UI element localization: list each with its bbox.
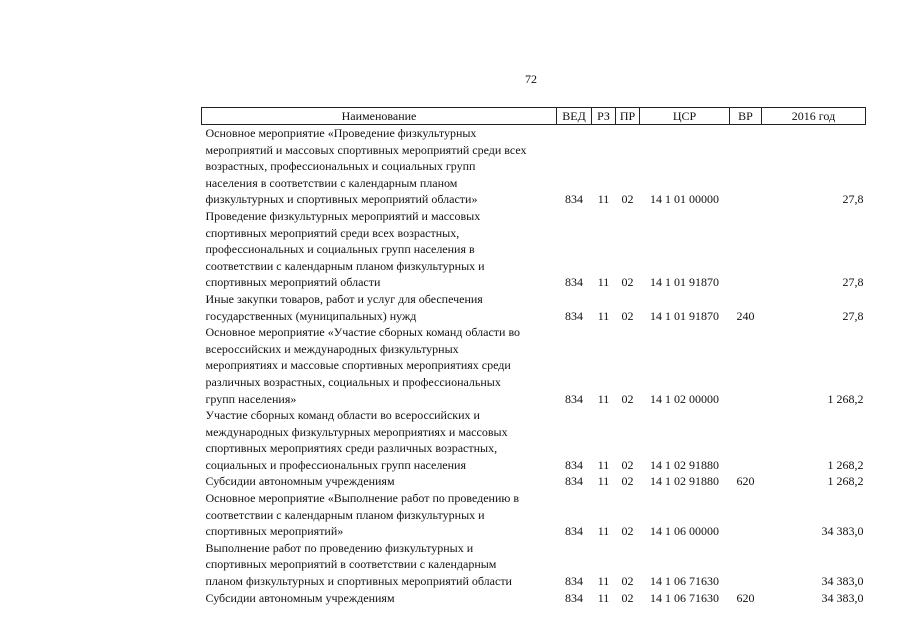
row-vr: 240 [736, 308, 755, 323]
row-name-line: Участие сборных команд области во всероссийских и [205, 408, 480, 423]
row-ved: 834 [565, 574, 583, 589]
row-name [202, 540, 557, 590]
row-pr: 02 [621, 574, 634, 589]
table-row [202, 540, 866, 590]
table-row [202, 407, 866, 473]
row-name-line: спортивных мероприятиях среди различных возрастных, [205, 441, 498, 456]
row-ved: 834 [565, 192, 583, 207]
row-ved: 834 [565, 391, 583, 406]
row-csr: 14 1 06 71630 [650, 590, 719, 605]
row-pr: 02 [621, 457, 634, 472]
row-csr: 14 1 06 71630 [650, 574, 719, 589]
row-name-line: Основное мероприятие «Выполнение работ по проведению в [205, 491, 520, 506]
table-header [202, 108, 866, 125]
row-amount: 1 268,2 [827, 457, 864, 472]
row-rz: 11 [597, 275, 610, 290]
row-rz: 11 [597, 391, 610, 406]
table-row [202, 324, 866, 407]
header-rz: РЗ [592, 108, 616, 125]
row-name [202, 590, 557, 607]
row-rz: 11 [597, 474, 610, 489]
row-csr: 14 1 02 91880 [650, 474, 719, 489]
row-name-line: международных физкультурных мероприятиях и массовых [205, 424, 508, 439]
row-pr: 02 [621, 391, 634, 406]
row-name-line: групп населения» [205, 391, 297, 406]
row-name-line: соответствии с календарным планом физкультурных и [205, 507, 485, 522]
row-name-line: спортивных мероприятий» [205, 524, 344, 539]
row-name-line: профессиональных и социальных групп населения в [205, 242, 475, 257]
row-vr: 620 [736, 590, 755, 605]
row-name-line: Основное мероприятие «Проведение физкультурных [205, 126, 477, 140]
row-name [202, 125, 557, 208]
row-pr: 02 [621, 275, 634, 290]
row-csr: 14 1 06 00000 [650, 524, 719, 539]
header-ved: ВЕД [557, 108, 592, 125]
row-vr [730, 324, 762, 407]
row-csr: 14 1 01 00000 [650, 192, 719, 207]
row-name-line: возрастных, профессиональных и социальных групп [205, 159, 476, 174]
row-rz: 11 [597, 574, 610, 589]
table-row [202, 590, 866, 607]
row-pr: 02 [621, 474, 634, 489]
row-csr: 14 1 01 91870 [650, 275, 719, 290]
row-name-line: соответствии с календарным планом физкультурных и [205, 258, 485, 273]
row-ved: 834 [565, 275, 583, 290]
row-name [202, 490, 557, 540]
row-name-line: Проведение физкультурных мероприятий и массовых [205, 208, 481, 223]
row-name-line: физкультурных и спортивных мероприятий области» [205, 192, 478, 207]
table-row [202, 473, 866, 490]
row-vr [730, 407, 762, 473]
row-csr: 14 1 02 91880 [650, 457, 719, 472]
row-vr [730, 208, 762, 291]
row-name-line: государственных (муниципальных) нужд [205, 308, 417, 323]
row-name-line: спортивных мероприятий среди всех возрастных, [205, 225, 460, 240]
header-name: Наименование [202, 108, 557, 125]
row-vr [730, 540, 762, 590]
row-name-line: Выполнение работ по проведению физкультурных и [205, 540, 474, 555]
row-name-line: всероссийских и международных физкультурных [205, 341, 459, 356]
row-ved: 834 [565, 524, 583, 539]
header-year: 2016 год [762, 108, 866, 125]
row-rz: 11 [597, 590, 610, 605]
row-name-line: мероприятиях и массовые спортивных мероприятиях среди [205, 358, 511, 373]
row-vr [730, 490, 762, 540]
row-name [202, 291, 557, 324]
row-pr: 02 [621, 590, 634, 605]
row-amount: 34 383,0 [821, 524, 864, 539]
row-name-line: спортивных мероприятий в соответствии с календарным [205, 557, 497, 572]
row-csr: 14 1 02 00000 [650, 391, 719, 406]
row-csr: 14 1 01 91870 [650, 308, 719, 323]
row-amount: 34 383,0 [821, 590, 864, 605]
row-vr: 620 [736, 474, 755, 489]
row-amount: 1 268,2 [827, 391, 864, 406]
header-vr: ВР [730, 108, 762, 125]
row-ved: 834 [565, 308, 583, 323]
row-vr [730, 125, 762, 208]
row-name [202, 324, 557, 407]
row-name-line: Иные закупки товаров, работ и услуг для обеспечения [205, 291, 483, 306]
row-name-line: социальных и профессиональных групп населения [205, 457, 466, 472]
row-name [202, 407, 557, 473]
row-amount: 27,8 [842, 275, 864, 290]
row-pr: 02 [621, 192, 634, 207]
page-number: 72 [525, 72, 537, 86]
row-name-line: мероприятий и массовых спортивных мероприятий среди всех [205, 142, 527, 157]
budget-table [201, 107, 866, 606]
row-rz: 11 [597, 192, 610, 207]
row-amount: 27,8 [842, 308, 864, 323]
row-amount: 27,8 [842, 192, 864, 207]
row-name-line: населения в соответствии с календарным планом [205, 175, 458, 190]
row-pr: 02 [621, 308, 634, 323]
header-pr: ПР [616, 108, 640, 125]
row-pr: 02 [621, 524, 634, 539]
row-name-line: спортивных мероприятий области [205, 275, 381, 290]
row-name-line: различных возрастных, социальных и профессиональных [205, 374, 501, 389]
row-ved: 834 [565, 590, 583, 605]
table-row [202, 291, 866, 324]
row-amount: 1 268,2 [827, 474, 864, 489]
table-body [202, 125, 866, 607]
row-name-line: Основное мероприятие «Участие сборных команд области во [205, 325, 521, 340]
row-rz: 11 [597, 457, 610, 472]
row-name-line: планом физкультурных и спортивных мероприятий области [205, 574, 512, 589]
row-name [202, 208, 557, 291]
row-amount: 34 383,0 [821, 574, 864, 589]
row-rz: 11 [597, 308, 610, 323]
table-row [202, 490, 866, 540]
row-name-line: Субсидии автономным учреждениям [205, 474, 395, 489]
header-csr: ЦСР [640, 108, 730, 125]
row-name [202, 473, 557, 490]
table-row [202, 125, 866, 208]
header-row [202, 108, 866, 125]
row-ved: 834 [565, 457, 583, 472]
table-row [202, 208, 866, 291]
row-name-line: Субсидии автономным учреждениям [205, 590, 395, 605]
row-rz: 11 [597, 524, 610, 539]
row-ved: 834 [565, 474, 583, 489]
